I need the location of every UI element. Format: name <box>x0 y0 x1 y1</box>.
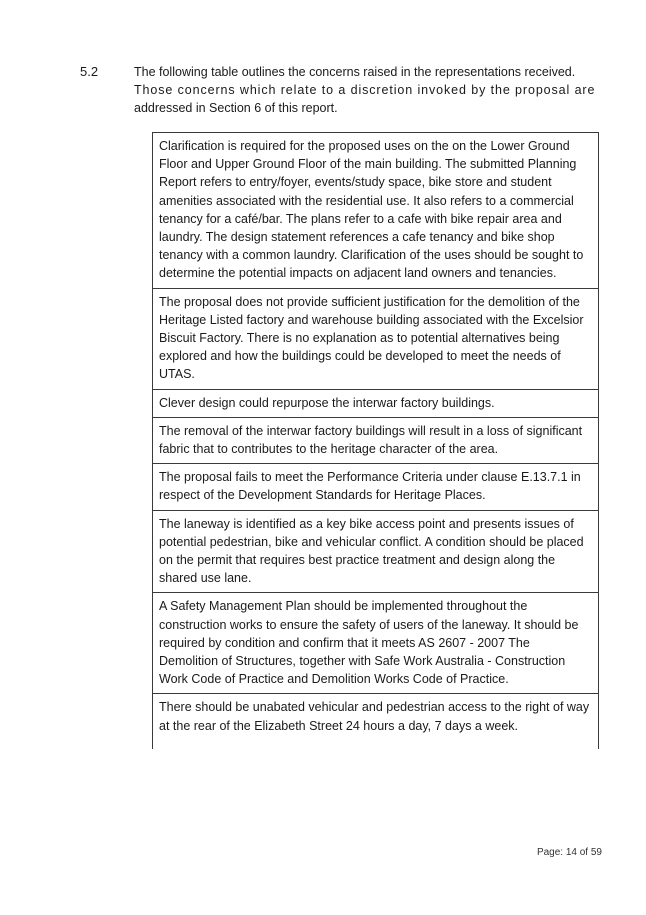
page-number: Page: 14 of 59 <box>536 847 602 858</box>
intro-line-1: The following table outlines the concerns raised in the representations received. <box>134 65 576 79</box>
concern-cell-6: The laneway is identified as a key bike access point and presents issues of potential pedestrian, bike and vehicular conflict. A condition should be placed on the permit that requires best practice treatment and design along the shared use lane. <box>153 510 599 593</box>
concern-cell-4: The removal of the interwar factory buildings will result in a loss of significant fabric that to contributes to the heritage character of the area. <box>153 417 599 463</box>
intro-line-2: Those concerns which relate to a discretion invoked by the proposal are <box>134 83 596 97</box>
table-row <box>153 389 599 417</box>
section-intro <box>134 63 600 117</box>
concern-cell-3: Clever design could repurpose the interwar factory buildings. <box>153 389 599 417</box>
table-row <box>153 464 599 510</box>
table-row <box>153 288 599 389</box>
intro-line-3: addressed in Section 6 of this report. <box>134 101 338 115</box>
concern-cell-2: The proposal does not provide sufficient justification for the demolition of the Heritage Listed factory and warehouse building associated with the Excelsior Biscuit Factory. There is no explanation as to potential alternatives being explored and how the buildings could be developed to meet the needs of UTAS. <box>153 288 599 389</box>
section-number: 5.2 <box>80 64 99 79</box>
table-row <box>153 417 599 463</box>
concern-cell-7: A Safety Management Plan should be implemented throughout the construction works to ensure the safety of users of the laneway. It should be required by condition and confirm that it meets AS 2607 - 2007 The Demolition of Structures, together with Safe Work Australia - Construction Work Code of Practice and Demolition Works Code of Practice. <box>153 593 599 694</box>
concern-cell-1: Clarification is required for the proposed uses on the on the Lower Ground Floor and Upper Ground Floor of the main building. The submitted Planning Report refers to entry/foyer, events/study space, bike store and student amenities associated with the residential use. It also refers to a commercial tenancy for a café/bar. The plans refer to a cafe with bike repair area and laundry. The design statement references a cafe tenancy and bike shop tenancy with a common laundry. Clarification of the uses should be sought to determine the potential impacts on adjacent land owners and tenancies. <box>153 133 599 289</box>
table-row <box>153 694 599 750</box>
table-row <box>153 510 599 593</box>
concerns-table <box>152 132 599 749</box>
concern-cell-5: The proposal fails to meet the Performance Criteria under clause E.13.7.1 in respect of the Development Standards for Heritage Places. <box>153 464 599 510</box>
concern-cell-8: There should be unabated vehicular and pedestrian access to the right of way at the rear of the Elizabeth Street 24 hours a day, 7 days a week. <box>153 694 599 750</box>
table-row <box>153 133 599 289</box>
table-row <box>153 593 599 694</box>
